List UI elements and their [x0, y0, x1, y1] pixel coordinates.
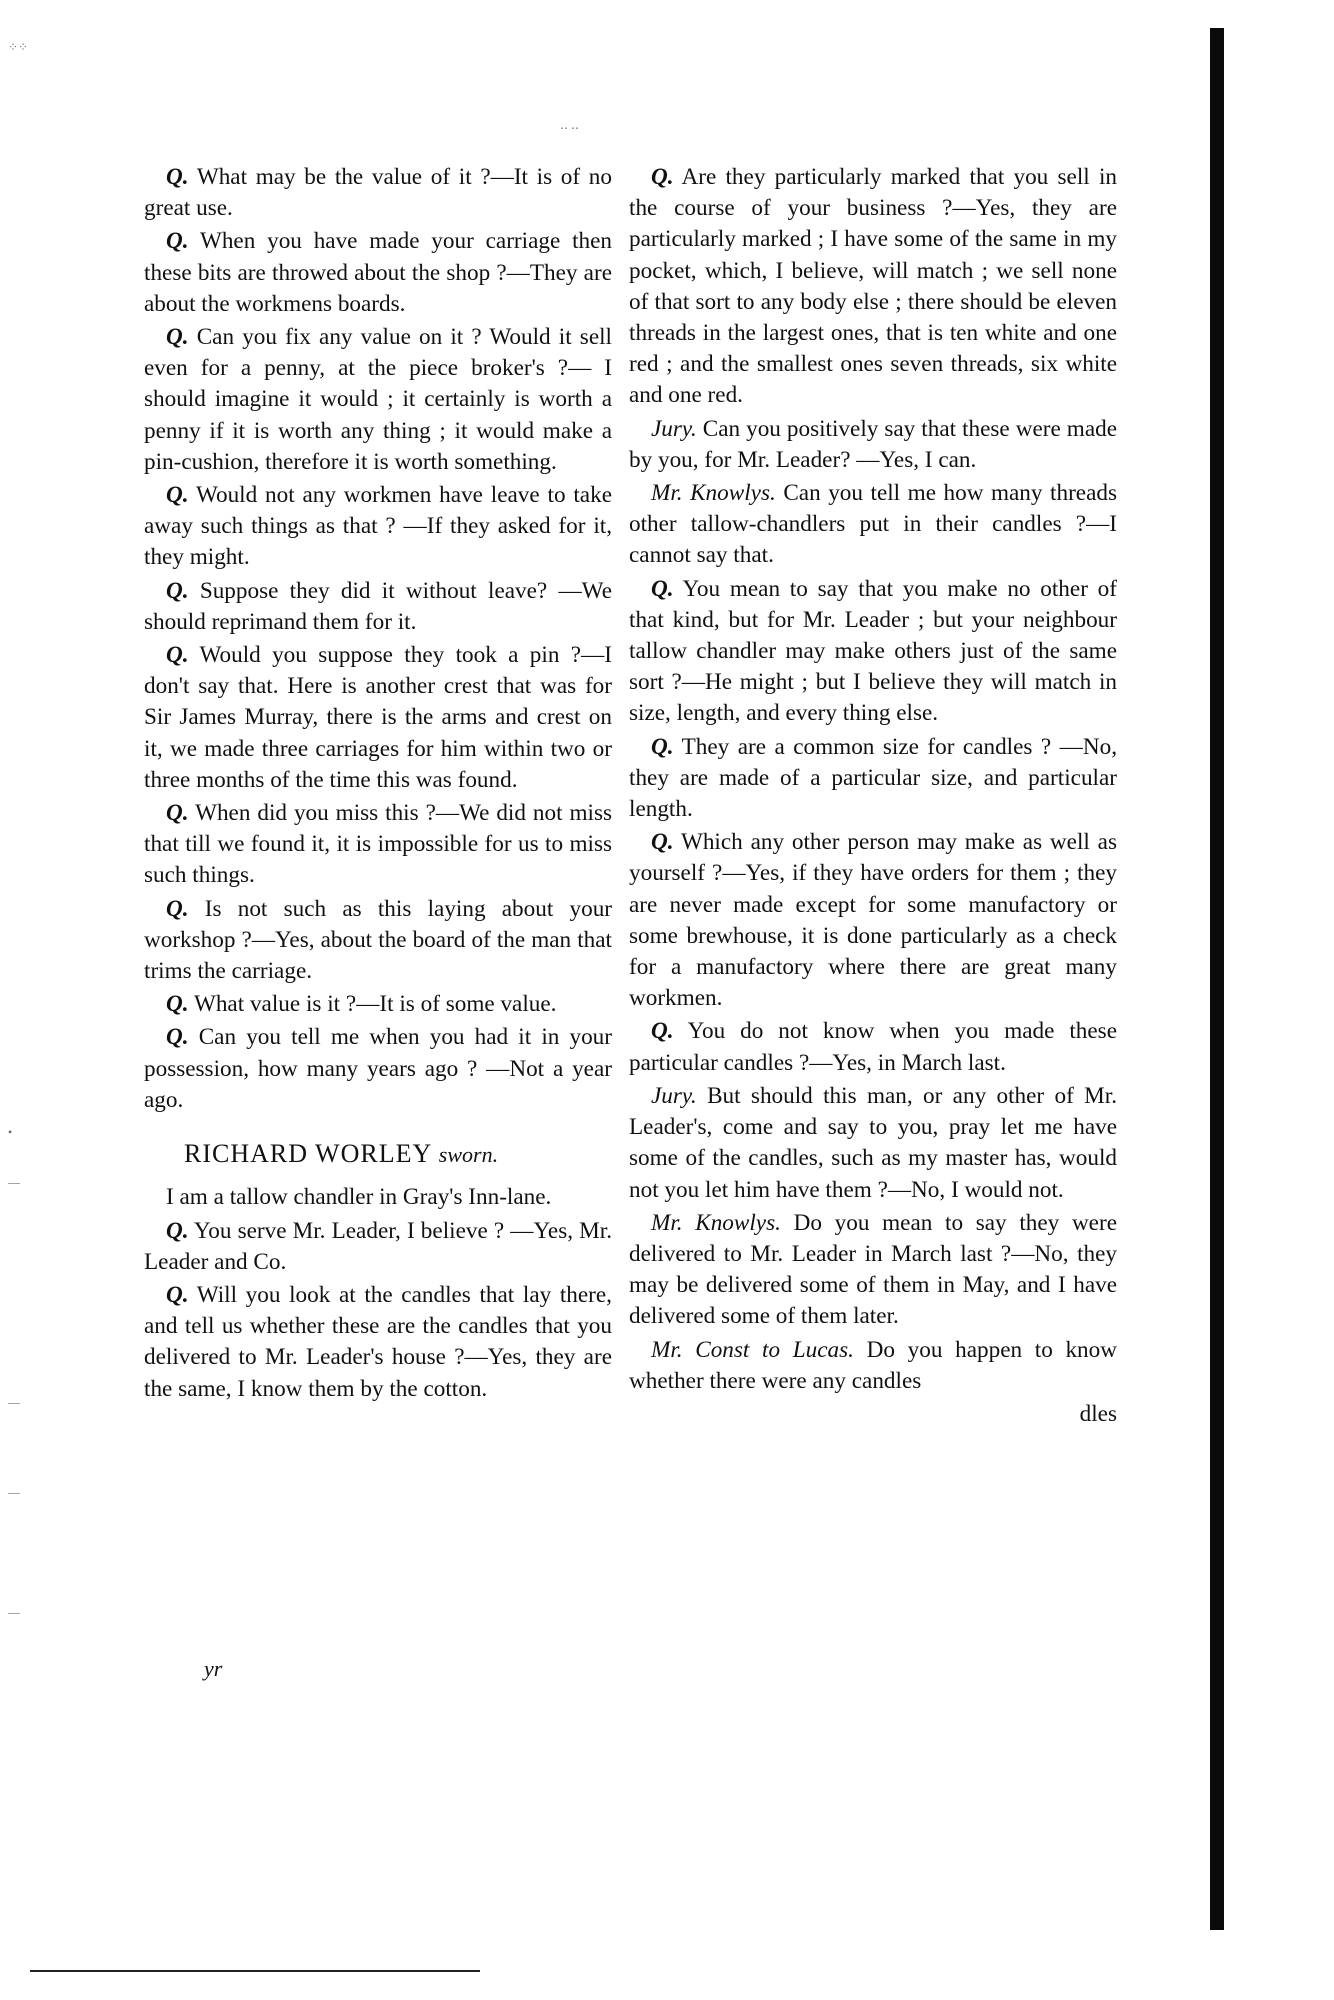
- paragraph-text: You mean to say that you make no other of that kind, but for Mr. Leader ; but your neighbour tallow chandler may make others just of the same sort ?—He might ; but I believe they will match in size, length, and every thing else.: [629, 575, 1117, 727]
- testimony-paragraph: [629, 827, 1117, 1014]
- signature-mark: yr: [204, 1656, 223, 1681]
- testimony-paragraph: [629, 1335, 1117, 1397]
- testimony-paragraph: [144, 798, 612, 892]
- paragraph-text: Would not any workmen have leave to take away such things as that ? —If they asked for it, they might.: [144, 482, 612, 571]
- paragraph-text: Are they particularly marked that you sell in the course of your business ?—Yes, they are particularly marked ; I have some of the same in my pocket, which, I believe, will match ; we sell none of that sort to any body else ; there should be eleven threads in the largest ones, that is ten white and one red ; and the smallest ones seven threads, six white and one red.: [629, 164, 1117, 409]
- testimony-paragraph: [629, 574, 1117, 730]
- paragraph-text: What value is it ?—It is of some value.: [193, 991, 557, 1018]
- left-column-questions: [144, 162, 612, 1116]
- testimony-paragraph: [144, 1280, 612, 1405]
- speaker-label: Mr. Knowlys.: [651, 1209, 781, 1236]
- testimony-paragraph: [629, 1081, 1117, 1206]
- paragraph-text: They are a common size for candles ? —No, they are made of a particular size, and particular length.: [629, 733, 1117, 823]
- margin-speck: ⁘⁘: [8, 40, 29, 54]
- witness-heading: [144, 1138, 612, 1170]
- bottom-rule: [30, 1970, 480, 1972]
- question-marker: Q.: [166, 895, 189, 922]
- paragraph-text: Would you suppose they took a pin ?—I don't say that. Here is another crest that was for Sir James Murray, there is the arms and crest on it, we made three carriages for him within two or three months of the time this was found.: [144, 642, 612, 793]
- margin-speck: —: [8, 1395, 20, 1409]
- margin-speck: •: [8, 1125, 13, 1139]
- speaker-label: Mr. Const to Lucas.: [651, 1336, 854, 1363]
- speaker-label: Mr. Knowlys.: [651, 480, 776, 507]
- question-marker: Q.: [166, 1281, 189, 1308]
- testimony-paragraph: [144, 1022, 612, 1116]
- question-marker: Q.: [166, 1024, 189, 1051]
- testimony-paragraph: [144, 226, 612, 320]
- question-marker: Q.: [651, 164, 674, 190]
- paragraph-text: When you have made your carriage then these bits are throwed about the shop ?—They are about the workmens boards.: [144, 228, 612, 317]
- testimony-paragraph: [144, 1182, 612, 1213]
- testimony-paragraph: [144, 576, 612, 638]
- paragraph-text: When did you miss this ?—We did not miss that till we found it, it is impossible for us to miss such things.: [144, 800, 612, 889]
- testimony-paragraph: [144, 162, 612, 224]
- question-marker: Q.: [166, 577, 189, 604]
- question-marker: Q.: [166, 324, 189, 351]
- margin-speck: —: [8, 1485, 20, 1499]
- question-marker: Q.: [166, 1217, 189, 1244]
- witness-sworn: sworn.: [438, 1142, 499, 1168]
- binding-edge-rule: [1210, 28, 1224, 1930]
- speaker-label: Jury.: [651, 415, 697, 442]
- paragraph-text: But should this man, or any other of Mr. Leader's, come and say to you, pray let me have some of the candles, such as my master has, would not you let him have them ?—No, I would not.: [629, 1082, 1118, 1203]
- question-marker: Q.: [166, 800, 189, 827]
- paragraph-text: Do you happen to know whether there were any candles: [629, 1336, 1117, 1394]
- question-marker: Q.: [166, 991, 189, 1018]
- margin-speck: —: [8, 1605, 20, 1619]
- question-marker: Q.: [166, 164, 189, 190]
- question-marker: Q.: [166, 482, 189, 509]
- testimony-paragraph: [629, 478, 1117, 572]
- testimony-paragraph: [144, 640, 612, 796]
- margin-speck: —: [8, 1175, 20, 1189]
- paragraph-text: What may be the value of it ?—It is of no great use.: [144, 164, 612, 222]
- testimony-paragraph: [629, 162, 1117, 412]
- paragraph-text: Which any other person may make as well as yourself ?—Yes, if they have orders for them ; they are never made except for some manufactory or some brewhouse, it is done particularly as a check for a manufactory where there are great many workmen.: [629, 829, 1117, 1012]
- paragraph-text: Can you positively say that these were made by you, for Mr. Leader? —Yes, I can.: [629, 415, 1117, 473]
- question-marker: Q.: [651, 1018, 674, 1045]
- question-marker: Q.: [166, 228, 189, 255]
- paragraph-text: You serve Mr. Leader, I believe ? —Yes, Mr. Leader and Co.: [144, 1217, 613, 1275]
- testimony-paragraph: [629, 414, 1117, 476]
- question-marker: Q.: [651, 575, 674, 602]
- testimony-paragraph: [144, 322, 612, 478]
- testimony-paragraph: [144, 480, 612, 574]
- question-marker: Q.: [166, 642, 189, 669]
- left-column: [144, 162, 612, 1407]
- testimony-paragraph: [629, 1208, 1117, 1333]
- margin-speck: ‥ ‥: [560, 118, 580, 132]
- testimony-paragraph: [629, 1016, 1117, 1078]
- left-column-testimony: [144, 1182, 612, 1404]
- testimony-paragraph: [144, 894, 612, 988]
- right-column: [629, 162, 1117, 1430]
- paragraph-text: Can you fix any value on it ? Would it sell even for a penny, at the piece broker's ?— I should imagine it would ; it certainly is worth a penny if it is worth any thing ; it would make a pin-cushion, therefore it is worth something.: [144, 324, 613, 475]
- paragraph-text: Do you mean to say they were delivered to Mr. Leader in March last ?—No, they may be delivered some of them in May, and I have delivered some of them later.: [629, 1209, 1117, 1330]
- paragraph-text: I am a tallow chandler in Gray's Inn-lane.: [166, 1184, 552, 1211]
- catchword: dles: [1079, 1400, 1117, 1427]
- paragraph-text: Will you look at the candles that lay there, and tell us whether these are the candles that you delivered to Mr. Leader's house ?—Yes, they are the same, I know them by the cotton.: [144, 1281, 612, 1402]
- testimony-paragraph: [144, 989, 612, 1020]
- witness-name: RICHARD WORLEY: [184, 1139, 432, 1169]
- paragraph-text: Can you tell me when you had it in your possession, how many years ago ? —Not a year ago.: [144, 1024, 612, 1113]
- question-marker: Q.: [651, 733, 674, 760]
- testimony-paragraph: [629, 732, 1117, 826]
- paragraph-text: Can you tell me how many threads other tallow-chandlers put in their candles ?—I cannot say that.: [629, 480, 1117, 569]
- speaker-label: Jury.: [651, 1082, 697, 1109]
- right-column-testimony: [629, 162, 1117, 1397]
- paragraph-text: Is not such as this laying about your workshop ?—Yes, about the board of the man that trims the carriage.: [144, 895, 613, 985]
- question-marker: Q.: [651, 829, 674, 856]
- paragraph-text: You do not know when you made these particular candles ?—Yes, in March last.: [629, 1018, 1117, 1076]
- testimony-paragraph: [144, 1216, 612, 1278]
- paragraph-text: Suppose they did it without leave? —We should reprimand them for it.: [144, 577, 612, 635]
